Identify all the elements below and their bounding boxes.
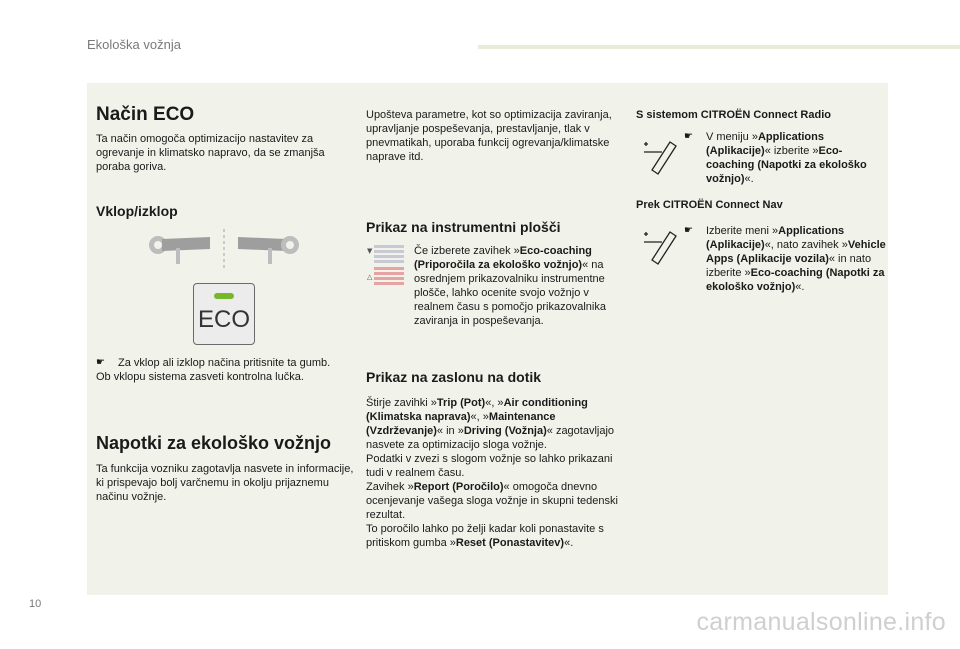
- cluster-text: [414, 244, 614, 328]
- page-number: 10: [29, 598, 42, 610]
- touchscreen-section: [366, 368, 618, 550]
- eco-tips-text: Ta funkcija vozniku zagotavlja nasvete in informacije, ki prispevajo bolj varčnemu in okolju prijaznemu načinu vožnje.: [96, 463, 354, 503]
- section-title: Ekološka vožnja: [87, 37, 181, 52]
- cluster-text-bold-1: Eco-coaching (Priporočila za ekološko vožnjo): [414, 245, 592, 271]
- eco-tips-section: [96, 432, 354, 504]
- toggle-bullet: [96, 356, 351, 370]
- nav-step-text: Izberite meni »Applications (Aplikacije)«, nato zavihek »Vehicle Apps (Aplikacije vozila)« in nato izberite »Eco-coaching (Napotki za ekološko vožnjo)«.: [706, 225, 886, 293]
- pointer-icon: ☛: [684, 225, 693, 236]
- instrument-cluster-icon: [366, 243, 406, 287]
- watermark: carmanualsonline.info: [696, 608, 946, 636]
- touchscreen-title: Prikaz na zaslonu na dotik: [366, 369, 542, 385]
- touchscreen-tabs-text: Štirje zavihki »Trip (Pot)«, »Air conditioning (Klimatska naprava)«, »Maintenance (Vzdrževanje)« in »Driving (Vožnja)« zagotavljajo nasvete za optimizacijo sloga vožnje.: [366, 397, 615, 451]
- touchscreen-tap-icon: [640, 136, 680, 176]
- steering-indicator-icon: [148, 229, 300, 269]
- eco-indicator-led: [214, 293, 234, 299]
- pointer-icon: ☛: [684, 131, 693, 142]
- pointer-icon: ☛: [96, 357, 105, 368]
- eco-tips-title: Napotki za ekološko vožnjo: [96, 433, 332, 453]
- svg-text:△: △: [367, 273, 373, 281]
- cluster-section: [366, 218, 618, 236]
- touchscreen-realtime-text: Podatki v zvezi s slogom vožnje so lahko prikazani tudi v realnem času.: [366, 453, 613, 479]
- toggle-bullet-text: Za vklop ali izklop načina pritisnite ta gumb.: [118, 357, 331, 369]
- cluster-title: Prikaz na instrumentni plošči: [366, 219, 561, 235]
- touchscreen-report-text: Zavihek »Report (Poročilo)« omogoča dnevno ocenjevanje vašega sloga vožnje in skupni tedenski rezultat.: [366, 481, 618, 521]
- cluster-text-2: « na osrednjem prikazovalniku instrumentne plošče, lahko ocenite svojo vožnjo v realnem času s pomočjo prikazovalnika zaviranja in pospeševanja.: [414, 259, 606, 327]
- eco-button-illustration: [193, 283, 255, 345]
- column-connect: [636, 108, 888, 122]
- connect-nav-steps: [684, 224, 888, 294]
- indicator-note: Ob vklopu sistema zasveti kontrolna lučka.: [96, 371, 304, 383]
- connect-radio-title: S sistemom CITROËN Connect Radio: [636, 109, 831, 121]
- eco-button-label: ECO: [197, 306, 250, 333]
- connect-nav-section: [636, 198, 888, 212]
- cluster-text-1: Če izberete zavihek »: [414, 245, 520, 257]
- parameters-intro: Upošteva parametre, kot so optimizacija zaviranja, upravljanje pospeševanja, prestavljanje, tlak v pnevmatikah, uporaba funkcij ogrevanja/klimatske naprave itd.: [366, 109, 612, 163]
- connect-nav-title: Prek CITROËN Connect Nav: [636, 199, 783, 211]
- touchscreen-tap-icon: [640, 226, 680, 266]
- header-accent-bar: [478, 45, 960, 49]
- touchscreen-reset-text: To poročilo lahko po želji kadar koli ponastavite s pritiskom gumba »Reset (Ponastavitev)«.: [366, 523, 604, 549]
- eco-toggle-instructions: [96, 356, 351, 384]
- connect-radio-steps: [684, 130, 888, 186]
- radio-step-text: V meniju »Applications (Aplikacije)« izberite »Eco-coaching (Napotki za ekološko vožnjo)«.: [706, 131, 867, 185]
- eco-mode-title: Način ECO: [96, 104, 195, 125]
- onoff-title: Vklop/izklop: [96, 203, 178, 219]
- column-displays: [366, 108, 618, 164]
- svg-text:▼: ▼: [367, 247, 373, 255]
- column-eco-mode: [96, 104, 351, 220]
- eco-mode-intro: Ta način omogoča optimizacijo nastavitev za ogrevanje in klimatsko napravo, da se zmanjša poraba goriva.: [96, 133, 325, 173]
